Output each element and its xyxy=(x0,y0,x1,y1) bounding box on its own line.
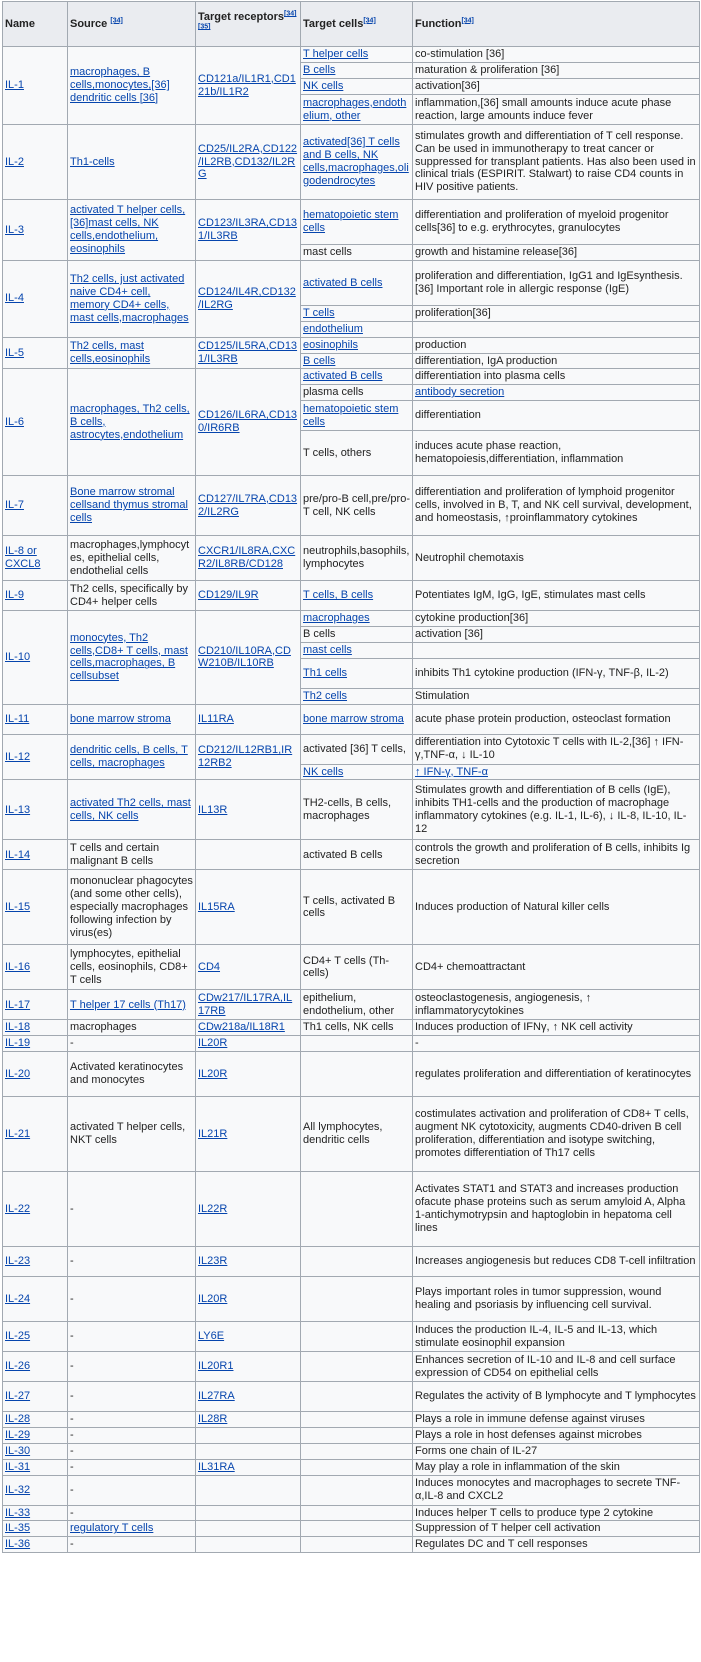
target-cells-cell[interactable]: activated B cells xyxy=(301,261,413,306)
table-row xyxy=(3,1475,700,1505)
function-cell: Induces production of Natural killer cells xyxy=(413,870,700,945)
target-cells-cell xyxy=(301,1277,413,1322)
table-row xyxy=(3,704,700,734)
function-cell: regulates proliferation and differentiation of keratinocytes xyxy=(413,1052,700,1097)
target-cells-cell[interactable]: activated B cells xyxy=(301,369,413,385)
receptor-cell[interactable]: IL31RA xyxy=(196,1459,301,1475)
function-cell: Forms one chain of IL-27 xyxy=(413,1443,700,1459)
header-target-cells[interactable]: Target cells[34] xyxy=(301,2,413,47)
interleukin-name-link[interactable]: IL-6 xyxy=(3,369,68,476)
target-cells-cell: T cells, activated B cells xyxy=(301,870,413,945)
function-cell: Induces production of IFNγ, ↑ NK cell activity xyxy=(413,1020,700,1036)
receptor-cell xyxy=(196,1428,301,1444)
table-row xyxy=(3,1459,700,1475)
target-cells-cell xyxy=(301,1475,413,1505)
source-cell: - xyxy=(68,1322,196,1352)
function-cell: Increases angiogenesis but reduces CD8 T-cell infiltration xyxy=(413,1247,700,1277)
receptor-cell[interactable]: CD125/IL5RA,CD131/IL3RB xyxy=(196,337,301,369)
target-cells-cell[interactable]: eosinophils xyxy=(301,337,413,353)
interleukin-name-link[interactable]: IL-36 xyxy=(3,1537,68,1553)
source-cell[interactable]: Th2 cells, just activated naive CD4+ cell, memory CD4+ cells, mast cells,macrophages xyxy=(68,261,196,338)
table-row xyxy=(3,581,700,611)
function-cell: production xyxy=(413,337,700,353)
source-cell: - xyxy=(68,1505,196,1521)
table-row xyxy=(3,200,700,245)
function-cell: differentiation into Cytotoxic T cells with IL-2,[36] ↑ IFN-γ,TNF-α, ↓ IL-10 xyxy=(413,734,700,764)
table-row xyxy=(3,990,700,1020)
interleukin-name-link[interactable]: IL-24 xyxy=(3,1277,68,1322)
interleukin-name-link[interactable]: IL-21 xyxy=(3,1097,68,1172)
source-cell[interactable]: dendritic cells, B cells, T cells, macrophages xyxy=(68,734,196,780)
interleukin-name-link[interactable]: IL-31 xyxy=(3,1459,68,1475)
target-cells-cell: plasma cells xyxy=(301,385,413,401)
target-cells-cell: activated [36] T cells, xyxy=(301,734,413,764)
source-cell: - xyxy=(68,1443,196,1459)
source-cell[interactable]: bone marrow stroma xyxy=(68,704,196,734)
receptor-cell[interactable]: IL20R xyxy=(196,1052,301,1097)
source-cell[interactable]: Th2 cells, mast cells,eosinophils xyxy=(68,337,196,369)
interleukin-name-link[interactable]: IL-9 xyxy=(3,581,68,611)
receptor-cell xyxy=(196,1521,301,1537)
target-cells-cell: mast cells xyxy=(301,245,413,261)
receptor-cell xyxy=(196,1505,301,1521)
function-cell xyxy=(413,642,700,658)
interleukin-name-link[interactable]: IL-27 xyxy=(3,1382,68,1412)
source-cell: - xyxy=(68,1036,196,1052)
header-name[interactable]: Name xyxy=(3,2,68,47)
interleukin-table xyxy=(2,1,700,1553)
table-row xyxy=(3,734,700,764)
function-cell: cytokine production[36] xyxy=(413,611,700,627)
function-cell: growth and histamine release[36] xyxy=(413,245,700,261)
source-cell[interactable]: Bone marrow stromal cellsand thymus stromal cells xyxy=(68,476,196,536)
receptor-cell[interactable]: IL28R xyxy=(196,1412,301,1428)
interleukin-name-link[interactable]: IL-28 xyxy=(3,1412,68,1428)
source-cell: Activated keratinocytes and monocytes xyxy=(68,1052,196,1097)
receptor-cell[interactable]: IL22R xyxy=(196,1172,301,1247)
target-cells-cell xyxy=(301,1052,413,1097)
table-row xyxy=(3,337,700,353)
source-cell[interactable]: macrophages, Th2 cells, B cells, astrocytes,endothelium xyxy=(68,369,196,476)
receptor-cell[interactable]: CD4 xyxy=(196,945,301,990)
function-cell: costimulates activation and proliferation of CD8+ T cells, augment NK cytotoxicity, augments CD40-driven B cell proliferation, differentiation and isotype switching, promotes differentiation of Th17 cells xyxy=(413,1097,700,1172)
function-cell: Induces monocytes and macrophages to secrete TNF-α,IL-8 and CXCL2 xyxy=(413,1475,700,1505)
interleukin-name-link[interactable]: IL-32 xyxy=(3,1475,68,1505)
function-cell: Plays important roles in tumor suppression, wound healing and psoriasis by influencing cell survival. xyxy=(413,1277,700,1322)
target-cells-cell xyxy=(301,1505,413,1521)
target-cells-cell[interactable]: T cells xyxy=(301,306,413,322)
table-row xyxy=(3,1052,700,1097)
function-cell: CD4+ chemoattractant xyxy=(413,945,700,990)
interleukin-name-link[interactable]: IL-23 xyxy=(3,1247,68,1277)
interleukin-name-link[interactable]: IL-4 xyxy=(3,261,68,338)
target-cells-cell xyxy=(301,1521,413,1537)
function-cell: differentiation and proliferation of lymphoid progenitor cells, involved in B, T, and NK cell survival, development, and homeostasis, ↑proinflammatory cytokines xyxy=(413,476,700,536)
target-cells-cell: Th1 cells, NK cells xyxy=(301,1020,413,1036)
receptor-cell[interactable]: IL21R xyxy=(196,1097,301,1172)
table-row xyxy=(3,945,700,990)
target-cells-cell xyxy=(301,1172,413,1247)
receptor-cell[interactable]: IL20R xyxy=(196,1036,301,1052)
function-cell: Stimulation xyxy=(413,688,700,704)
function-cell: proliferation[36] xyxy=(413,306,700,322)
table-row xyxy=(3,476,700,536)
target-cells-cell[interactable]: T cells, B cells xyxy=(301,581,413,611)
table-row xyxy=(3,1247,700,1277)
target-cells-cell: T cells, others xyxy=(301,431,413,476)
receptor-cell[interactable]: IL20R xyxy=(196,1277,301,1322)
source-cell[interactable]: activated Th2 cells, mast cells, NK cells xyxy=(68,780,196,840)
function-cell[interactable]: antibody secretion xyxy=(413,385,700,401)
table-row xyxy=(3,1443,700,1459)
interleukin-name-link[interactable]: IL-5 xyxy=(3,337,68,369)
receptor-cell xyxy=(196,840,301,870)
interleukin-name-link[interactable]: IL-20 xyxy=(3,1052,68,1097)
table-row xyxy=(3,1352,700,1382)
source-cell: activated T helper cells, NKT cells xyxy=(68,1097,196,1172)
function-cell: inflammation,[36] small amounts induce acute phase reaction, large amounts induce fever xyxy=(413,95,700,125)
interleukin-name-link[interactable]: IL-15 xyxy=(3,870,68,945)
source-cell: - xyxy=(68,1428,196,1444)
interleukin-name-link[interactable]: IL-13 xyxy=(3,780,68,840)
table-row xyxy=(3,611,700,627)
target-cells-cell[interactable]: endothelium xyxy=(301,321,413,337)
receptor-cell[interactable]: CD121a/IL1R1,CD121b/IL1R2 xyxy=(196,47,301,125)
interleukin-name-link[interactable]: IL-30 xyxy=(3,1443,68,1459)
function-cell: differentiation into plasma cells xyxy=(413,369,700,385)
table-row xyxy=(3,1097,700,1172)
interleukin-name-link[interactable]: IL-8 or CXCL8 xyxy=(3,536,68,581)
target-cells-cell[interactable]: mast cells xyxy=(301,642,413,658)
table-row xyxy=(3,840,700,870)
target-cells-cell: B cells xyxy=(301,627,413,643)
source-cell: macrophages,lymphocytes, epithelial cells, endothelial cells xyxy=(68,536,196,581)
receptor-cell xyxy=(196,1475,301,1505)
function-cell: Stimulates growth and differentiation of B cells (IgE), inhibits TH1-cells and the production of macrophage inflammatory cytokines (e.g. IL-1, IL-6), ↓ IL-8, IL-10, IL-12 xyxy=(413,780,700,840)
source-cell: - xyxy=(68,1459,196,1475)
function-cell: osteoclastogenesis, angiogenesis, ↑ inflammatorycytokines xyxy=(413,990,700,1020)
receptor-cell[interactable]: CD210/IL10RA,CDW210B/IL10RB xyxy=(196,611,301,704)
interleukin-name-link[interactable]: IL-10 xyxy=(3,611,68,704)
target-cells-cell[interactable]: Th2 cells xyxy=(301,688,413,704)
source-cell[interactable]: T helper 17 cells (Th17) xyxy=(68,990,196,1020)
target-cells-cell: activated B cells xyxy=(301,840,413,870)
receptor-cell[interactable]: CD126/IL6RA,CD130/IR6RB xyxy=(196,369,301,476)
function-cell: Induces helper T cells to produce type 2 cytokine xyxy=(413,1505,700,1521)
interleukin-name-link[interactable]: IL-17 xyxy=(3,990,68,1020)
interleukin-name-link[interactable]: IL-16 xyxy=(3,945,68,990)
function-cell: stimulates growth and differentiation of T cell response. Can be used in immunotherapy to treat cancer or suppressed for transplant patients. Has also been used in clinical trials (ESPIRIT. Stalwart) to raise CD4 counts in HIV positive patients. xyxy=(413,125,700,200)
target-cells-cell[interactable]: NK cells xyxy=(301,79,413,95)
receptor-cell[interactable]: LY6E xyxy=(196,1322,301,1352)
table-row xyxy=(3,870,700,945)
target-cells-cell: pre/pro-B cell,pre/pro-T cell, NK cells xyxy=(301,476,413,536)
interleukin-name-link[interactable]: IL-29 xyxy=(3,1428,68,1444)
interleukin-name-link[interactable]: IL-2 xyxy=(3,125,68,200)
function-cell: differentiation, IgA production xyxy=(413,353,700,369)
function-cell: proliferation and differentiation, IgG1 and IgEsynthesis.[36] Important role in allergic response (IgE) xyxy=(413,261,700,306)
function-cell: Potentiates IgM, IgG, IgE, stimulates mast cells xyxy=(413,581,700,611)
target-cells-cell[interactable]: hematopoietic stem cells xyxy=(301,401,413,431)
receptor-cell[interactable]: IL13R xyxy=(196,780,301,840)
function-cell: activation [36] xyxy=(413,627,700,643)
target-cells-cell[interactable]: macrophages,endothelium, other xyxy=(301,95,413,125)
source-cell[interactable]: monocytes, Th2 cells,CD8+ T cells, mast cells,macrophages, B cellsubset xyxy=(68,611,196,704)
receptor-cell[interactable]: CD129/IL9R xyxy=(196,581,301,611)
interleukin-name-link[interactable]: IL-14 xyxy=(3,840,68,870)
target-cells-cell xyxy=(301,1459,413,1475)
function-cell: Enhances secretion of IL-10 and IL-8 and cell surface expression of CD54 on epithelial cells xyxy=(413,1352,700,1382)
receptor-cell[interactable]: CD127/IL7RA,CD132/IL2RG xyxy=(196,476,301,536)
table-row xyxy=(3,780,700,840)
function-cell: maturation & proliferation [36] xyxy=(413,63,700,79)
receptor-cell[interactable]: CDw217/IL17RA,IL17RB xyxy=(196,990,301,1020)
function-cell: differentiation xyxy=(413,401,700,431)
function-cell: Neutrophil chemotaxis xyxy=(413,536,700,581)
target-cells-cell[interactable]: macrophages xyxy=(301,611,413,627)
function-cell: co-stimulation [36] xyxy=(413,47,700,63)
receptor-cell[interactable]: CD212/IL12RB1,IR12RB2 xyxy=(196,734,301,780)
receptor-cell xyxy=(196,1443,301,1459)
reference-link[interactable]: [34][35] xyxy=(198,10,297,31)
target-cells-cell[interactable]: bone marrow stroma xyxy=(301,704,413,734)
function-cell: May play a role in inflammation of the skin xyxy=(413,1459,700,1475)
source-cell: - xyxy=(68,1537,196,1553)
receptor-cell[interactable]: CXCR1/IL8RA,CXCR2/IL8RB/CD128 xyxy=(196,536,301,581)
target-cells-cell xyxy=(301,1443,413,1459)
interleukin-name-link[interactable]: IL-18 xyxy=(3,1020,68,1036)
target-cells-cell xyxy=(301,1537,413,1553)
function-cell: Suppression of T helper cell activation xyxy=(413,1521,700,1537)
function-cell: acute phase protein production, osteoclast formation xyxy=(413,704,700,734)
source-cell: - xyxy=(68,1475,196,1505)
source-cell[interactable]: Th1-cells xyxy=(68,125,196,200)
function-cell: Plays a role in immune defense against viruses xyxy=(413,1412,700,1428)
target-cells-cell[interactable]: activated[36] T cells and B cells, NK cells,macrophages,oligodendrocytes xyxy=(301,125,413,200)
interleukin-name-link[interactable]: IL-26 xyxy=(3,1352,68,1382)
function-cell: induces acute phase reaction, hematopoiesis,differentiation, inflammation xyxy=(413,431,700,476)
reference-link[interactable]: [34] xyxy=(363,16,376,24)
table-row xyxy=(3,125,700,200)
header-function[interactable]: Function[34] xyxy=(413,2,700,47)
function-cell[interactable]: ↑ IFN-γ, TNF-α xyxy=(413,764,700,780)
table-row xyxy=(3,1505,700,1521)
table-row xyxy=(3,1521,700,1537)
reference-link[interactable]: [34] xyxy=(461,16,474,24)
source-cell: - xyxy=(68,1172,196,1247)
header-source[interactable]: Source [34] xyxy=(68,2,196,47)
table-row xyxy=(3,1382,700,1412)
receptor-cell xyxy=(196,1537,301,1553)
receptor-cell[interactable]: IL15RA xyxy=(196,870,301,945)
interleukin-name-link[interactable]: IL-3 xyxy=(3,200,68,261)
target-cells-cell[interactable]: B cells xyxy=(301,353,413,369)
target-cells-cell: All lymphocytes, dendritic cells xyxy=(301,1097,413,1172)
target-cells-cell: CD4+ T cells (Th-cells) xyxy=(301,945,413,990)
source-cell: lymphocytes, epithelial cells, eosinophils, CD8+ T cells xyxy=(68,945,196,990)
table-row xyxy=(3,1428,700,1444)
table-row xyxy=(3,369,700,385)
target-cells-cell xyxy=(301,1382,413,1412)
header-row xyxy=(3,2,700,47)
receptor-cell[interactable]: IL20R1 xyxy=(196,1352,301,1382)
function-cell: Plays a role in host defenses against microbes xyxy=(413,1428,700,1444)
target-cells-cell: epithelium, endothelium, other xyxy=(301,990,413,1020)
target-cells-cell: neutrophils,basophils, lymphocytes xyxy=(301,536,413,581)
function-cell: - xyxy=(413,1036,700,1052)
target-cells-cell xyxy=(301,1412,413,1428)
table-row xyxy=(3,1412,700,1428)
function-cell: Activates STAT1 and STAT3 and increases production ofacute phase proteins such as serum amyloid A, Alpha 1-antichymotrypsin and haptoglobin in hepatoma cell lines xyxy=(413,1172,700,1247)
interleukin-name-link[interactable]: IL-25 xyxy=(3,1322,68,1352)
receptor-cell[interactable]: CD124/IL4R,CD132/IL2RG xyxy=(196,261,301,338)
receptor-cell[interactable]: CDw218a/IL18R1 xyxy=(196,1020,301,1036)
table-row xyxy=(3,261,700,306)
source-cell: - xyxy=(68,1382,196,1412)
table-row xyxy=(3,536,700,581)
table-row xyxy=(3,1277,700,1322)
table-row xyxy=(3,1172,700,1247)
target-cells-cell xyxy=(301,1428,413,1444)
source-cell: - xyxy=(68,1412,196,1428)
interleukin-name-link[interactable]: IL-11 xyxy=(3,704,68,734)
source-cell[interactable]: activated T helper cells,[36]mast cells, NK cells,endothelium, eosinophils xyxy=(68,200,196,261)
interleukin-name-link[interactable]: IL-7 xyxy=(3,476,68,536)
target-cells-cell[interactable]: NK cells xyxy=(301,764,413,780)
target-cells-cell[interactable]: T helper cells xyxy=(301,47,413,63)
target-cells-cell[interactable]: Th1 cells xyxy=(301,658,413,688)
function-cell: inhibits Th1 cytokine production (IFN-γ, TNF-β, IL-2) xyxy=(413,658,700,688)
function-cell: controls the growth and proliferation of B cells, inhibits Ig secretion xyxy=(413,840,700,870)
source-cell: macrophages xyxy=(68,1020,196,1036)
receptor-cell[interactable]: IL27RA xyxy=(196,1382,301,1412)
header-receptors[interactable]: Target receptors[34][35] xyxy=(196,2,301,47)
table-row xyxy=(3,1537,700,1553)
target-cells-cell xyxy=(301,1036,413,1052)
reference-link[interactable]: [34] xyxy=(110,16,123,24)
interleukin-name-link[interactable]: IL-35 xyxy=(3,1521,68,1537)
function-cell: Regulates DC and T cell responses xyxy=(413,1537,700,1553)
interleukin-name-link[interactable]: IL-19 xyxy=(3,1036,68,1052)
function-cell: Induces the production IL-4, IL-5 and IL-13, which stimulate eosinophil expansion xyxy=(413,1322,700,1352)
table-row xyxy=(3,1020,700,1036)
receptor-cell[interactable]: IL11RA xyxy=(196,704,301,734)
source-cell[interactable]: regulatory T cells xyxy=(68,1521,196,1537)
interleukin-name-link[interactable]: IL-12 xyxy=(3,734,68,780)
source-cell: Th2 cells, specifically by CD4+ helper cells xyxy=(68,581,196,611)
source-cell[interactable]: macrophages, B cells,monocytes,[36] dendritic cells [36] xyxy=(68,47,196,125)
source-cell: T cells and certain malignant B cells xyxy=(68,840,196,870)
table-row xyxy=(3,1322,700,1352)
receptor-cell[interactable]: CD25/IL2RA,CD122/IL2RB,CD132/IL2RG xyxy=(196,125,301,200)
target-cells-cell[interactable]: hematopoietic stem cells xyxy=(301,200,413,245)
source-cell: - xyxy=(68,1277,196,1322)
target-cells-cell xyxy=(301,1247,413,1277)
source-cell: - xyxy=(68,1352,196,1382)
interleukin-name-link[interactable]: IL-33 xyxy=(3,1505,68,1521)
interleukin-name-link[interactable]: IL-22 xyxy=(3,1172,68,1247)
function-cell xyxy=(413,321,700,337)
source-cell: - xyxy=(68,1247,196,1277)
target-cells-cell[interactable]: B cells xyxy=(301,63,413,79)
source-cell: mononuclear phagocytes (and some other cells), especially macrophages following infection by virus(es) xyxy=(68,870,196,945)
target-cells-cell xyxy=(301,1352,413,1382)
function-cell: activation[36] xyxy=(413,79,700,95)
receptor-cell[interactable]: IL23R xyxy=(196,1247,301,1277)
table-row xyxy=(3,47,700,63)
interleukin-name-link[interactable]: IL-1 xyxy=(3,47,68,125)
target-cells-cell xyxy=(301,1322,413,1352)
function-cell: Regulates the activity of B lymphocyte and T lymphocytes xyxy=(413,1382,700,1412)
table-row xyxy=(3,1036,700,1052)
receptor-cell[interactable]: CD123/IL3RA,CD131/IL3RB xyxy=(196,200,301,261)
target-cells-cell: TH2-cells, B cells, macrophages xyxy=(301,780,413,840)
function-cell: differentiation and proliferation of myeloid progenitor cells[36] to e.g. erythrocytes, granulocytes xyxy=(413,200,700,245)
